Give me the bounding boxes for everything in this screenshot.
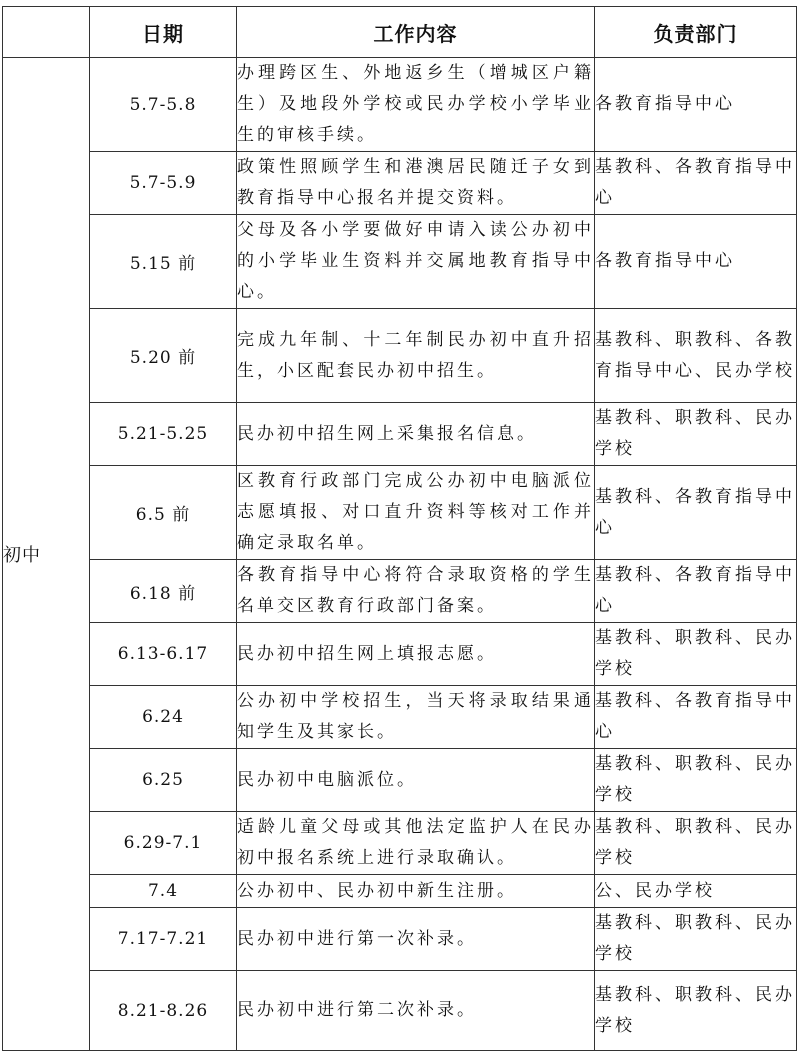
- dept-cell: 基教科、职教科、民办学校: [595, 403, 797, 466]
- table-row: [3, 749, 797, 812]
- content-cell: 政策性照顾学生和港澳居民随迁子女到教育指导中心报名并提交资料。: [237, 152, 595, 215]
- content-cell: 民办初中进行第一次补录。: [237, 908, 595, 971]
- content-cell: 公办初中、民办初中新生注册。: [237, 875, 595, 908]
- table-row: [3, 58, 797, 152]
- dept-cell: 基教科、职教科、民办学校: [595, 971, 797, 1051]
- table-row: [3, 875, 797, 908]
- admission-schedule-table: [2, 6, 797, 1051]
- date-cell: 5.20 前: [90, 309, 237, 403]
- table-row: [3, 560, 797, 623]
- content-cell: 民办初中招生网上采集报名信息。: [237, 403, 595, 466]
- date-cell: 6.18 前: [90, 560, 237, 623]
- content-cell: 完成九年制、十二年制民办初中直升招生，小区配套民办初中招生。: [237, 309, 595, 403]
- dept-cell: 基教科、职教科、民办学校: [595, 812, 797, 875]
- content-column-header: 工作内容: [237, 7, 595, 58]
- content-cell: 各教育指导中心将符合录取资格的学生名单交区教育行政部门备案。: [237, 560, 595, 623]
- date-cell: 5.15 前: [90, 215, 237, 309]
- date-cell: 7.17-7.21: [90, 908, 237, 971]
- table-row: [3, 971, 797, 1051]
- table-header-row: [3, 7, 797, 58]
- dept-cell: 基教科、职教科、民办学校: [595, 623, 797, 686]
- category-cell: 初中: [3, 58, 90, 1051]
- date-cell: 6.5 前: [90, 466, 237, 560]
- table-row: [3, 152, 797, 215]
- content-cell: 民办初中进行第二次补录。: [237, 971, 595, 1051]
- table-row: [3, 812, 797, 875]
- date-column-header: 日期: [90, 7, 237, 58]
- table-row: [3, 215, 797, 309]
- date-cell: 6.24: [90, 686, 237, 749]
- date-cell: 7.4: [90, 875, 237, 908]
- dept-cell: 基教科、各教育指导中心: [595, 466, 797, 560]
- content-cell: 适龄儿童父母或其他法定监护人在民办初中报名系统上进行录取确认。: [237, 812, 595, 875]
- content-cell: 父母及各小学要做好申请入读公办初中的小学毕业生资料并交属地教育指导中心。: [237, 215, 595, 309]
- date-cell: 5.7-5.9: [90, 152, 237, 215]
- dept-cell: 基教科、各教育指导中心: [595, 686, 797, 749]
- content-cell: 民办初中招生网上填报志愿。: [237, 623, 595, 686]
- table-row: [3, 623, 797, 686]
- date-cell: 5.7-5.8: [90, 58, 237, 152]
- dept-column-header: 负责部门: [595, 7, 797, 58]
- dept-cell: 各教育指导中心: [595, 215, 797, 309]
- content-cell: 公办初中学校招生，当天将录取结果通知学生及其家长。: [237, 686, 595, 749]
- table-row: [3, 403, 797, 466]
- category-column-header: [3, 7, 90, 58]
- table-row: [3, 686, 797, 749]
- content-cell: 区教育行政部门完成公办初中电脑派位志愿填报、对口直升资料等核对工作并确定录取名单。: [237, 466, 595, 560]
- dept-cell: 基教科、职教科、各教育指导中心、民办学校: [595, 309, 797, 403]
- dept-cell: 基教科、各教育指导中心: [595, 152, 797, 215]
- date-cell: 6.13-6.17: [90, 623, 237, 686]
- date-cell: 6.25: [90, 749, 237, 812]
- table-row: [3, 466, 797, 560]
- content-cell: 民办初中电脑派位。: [237, 749, 595, 812]
- dept-cell: 基教科、职教科、民办学校: [595, 749, 797, 812]
- dept-cell: 各教育指导中心: [595, 58, 797, 152]
- date-cell: 5.21-5.25: [90, 403, 237, 466]
- dept-cell: 公、民办学校: [595, 875, 797, 908]
- date-cell: 8.21-8.26: [90, 971, 237, 1051]
- dept-cell: 基教科、各教育指导中心: [595, 560, 797, 623]
- dept-cell: 基教科、职教科、民办学校: [595, 908, 797, 971]
- content-cell: 办理跨区生、外地返乡生（增城区户籍生）及地段外学校或民办学校小学毕业生的审核手续。: [237, 58, 595, 152]
- table-row: [3, 309, 797, 403]
- table-row: [3, 908, 797, 971]
- date-cell: 6.29-7.1: [90, 812, 237, 875]
